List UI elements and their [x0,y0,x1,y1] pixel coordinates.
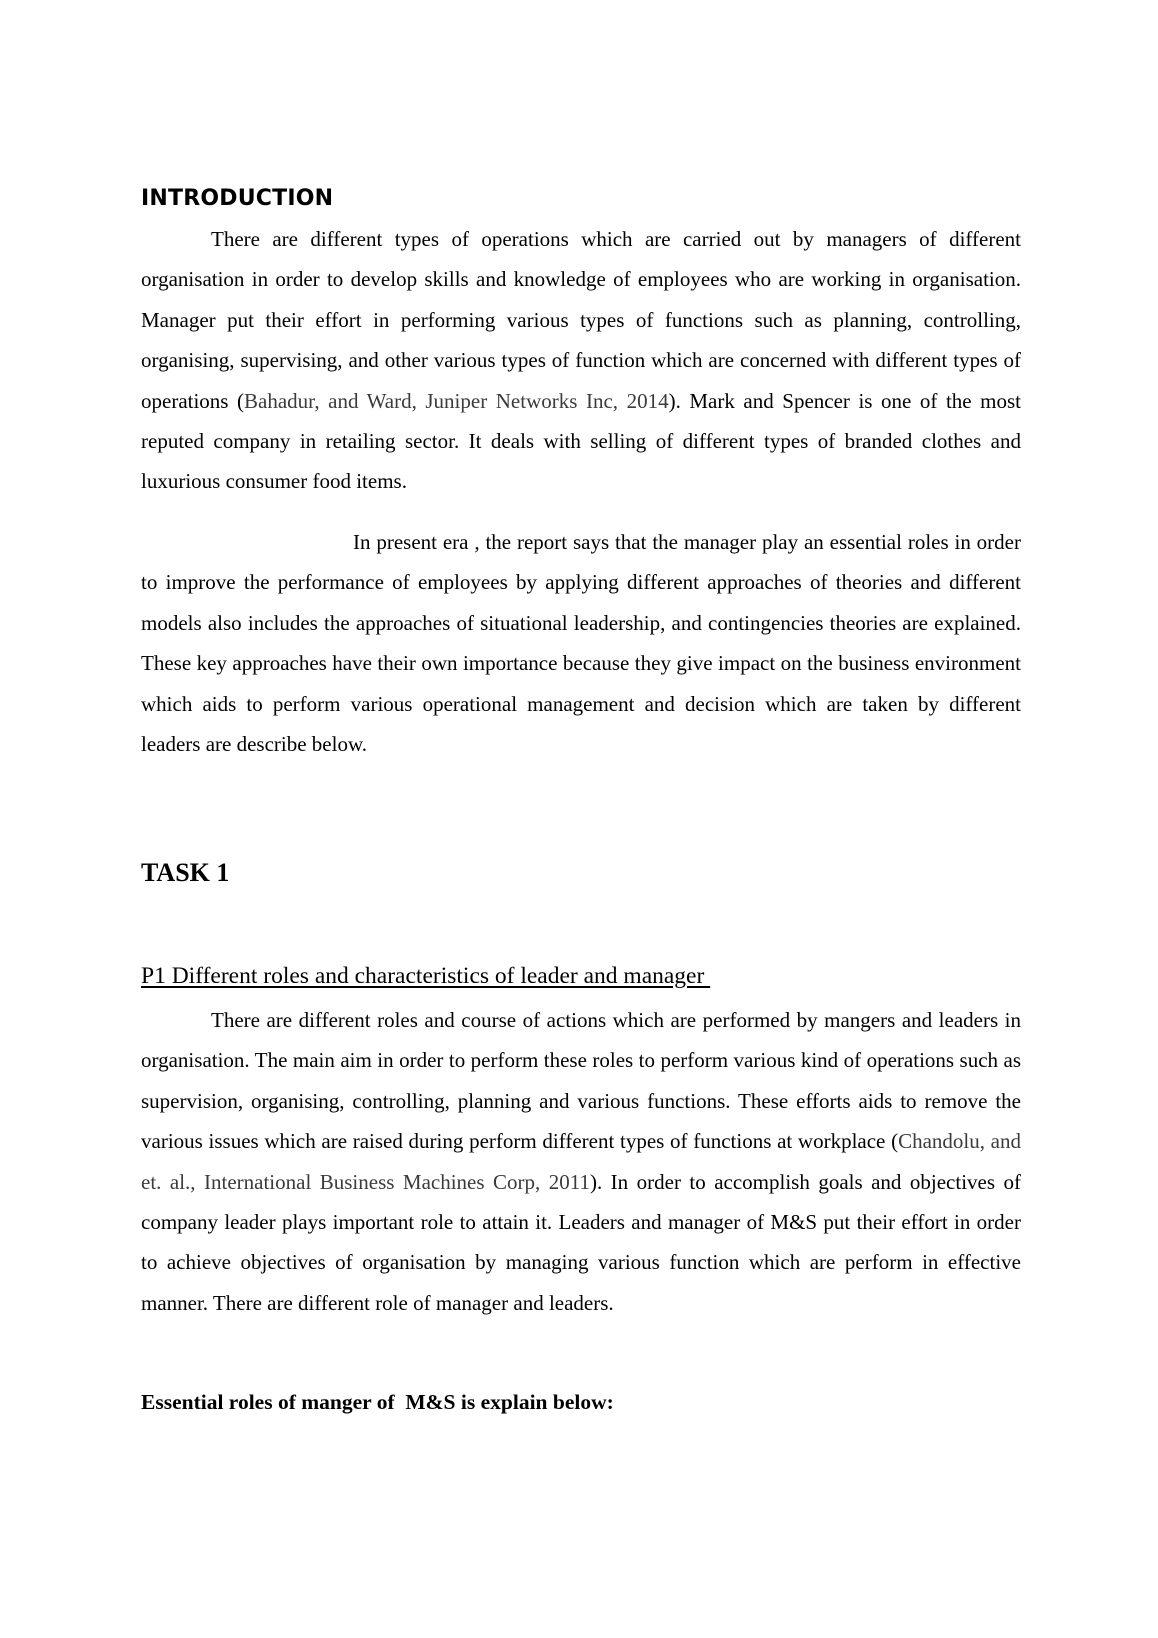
p1-text-b: ). In order to accomplish goals and objectives of company leader plays important role to attain it. Leaders and manager of M&S put their effort in order to achieve objectives of organisation by managing various function which are perform in effective manner. There are different role of manager and leaders. [141,1169,1021,1315]
p1-citation: Chandolu, and et. al., International Business Machines Corp, 2011 [141,1129,1022,1194]
task-1-heading: TASK 1 [141,858,230,887]
essential-roles-heading: Essential roles of manger of M&S is explain below: [141,1390,614,1414]
intro-paragraph-2: In present era , the report says that the manager play an essential roles in order to improve the performance of employees by applying different approaches of theories and different models also includes the approaches of situational leadership, and contingencies theories are explained. These key approaches have their own importance because they give impact on the business environment which aids to perform various operational management and decision which are taken by different leaders are describe below. [141,530,1021,757]
intro-p1-text-b: ). Mark and Spencer is one of the most reputed company in retailing sector. It deals with selling of different types of branded clothes and luxurious consumer food items. [141,388,1021,494]
intro-p1-citation: Bahadur, and Ward, Juniper Networks Inc, 2014 [244,388,669,413]
intro-p1-text-a: There are different types of operations which are carried out by managers of different organisation in order to develop skills and knowledge of employees who are working in organisation. Manager put their effort in performing various types of functions such as planning, controlling, organising, supervising, and other various types of function which are concerned with different types of operations ( [141,227,1021,413]
introduction-heading: INTRODUCTION [141,186,334,211]
p1-section-heading: P1 Different roles and characteristics of leader and manager [141,963,711,989]
intro-paragraph-1 [141,219,1021,502]
p1-text-a: There are different roles and course of actions which are performed by mangers and leaders in organisation. The main aim in order to perform these roles to perform various kind of operations such as supervision, organising, controlling, planning and various functions. These efforts aids to remove the various issues which are raised during perform different types of functions at workplace ( [141,1008,1021,1154]
p1-paragraph [141,1000,1021,1323]
